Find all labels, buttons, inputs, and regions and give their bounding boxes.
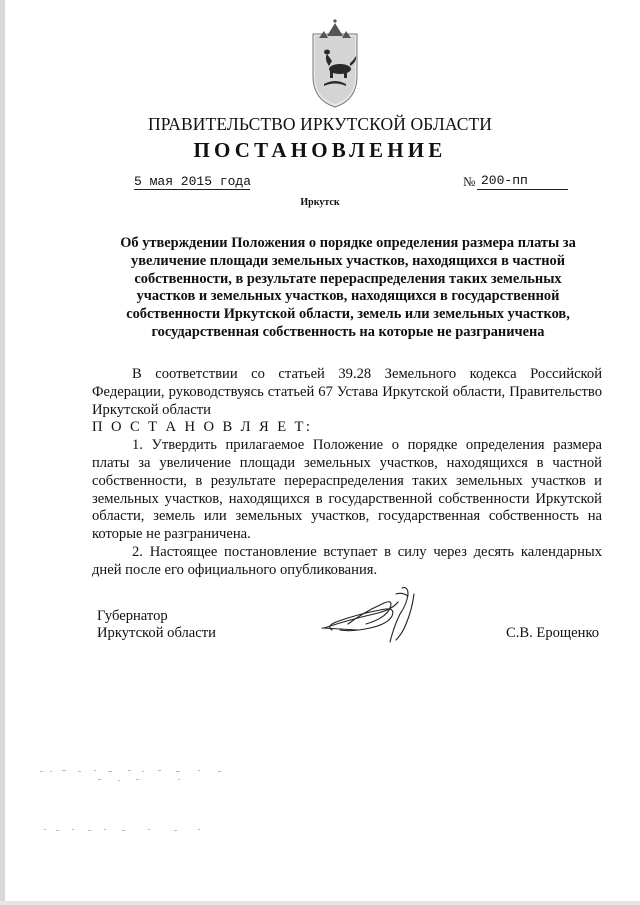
- date-underline: [134, 189, 250, 190]
- position-line: Губернатор: [97, 608, 168, 624]
- scan-artifacts: [38, 763, 238, 841]
- decree-number: 200-пп: [481, 173, 528, 188]
- government-name: ПРАВИТЕЛЬСТВО ИРКУТСКОЙ ОБЛАСТИ: [147, 114, 493, 134]
- title-line: собственности Иркутской области, земель или земельных участков,: [126, 306, 570, 323]
- title-line: увеличение площади земельных участков, находящихся в частной: [131, 252, 565, 269]
- item-2-paragraph: 2. Настоящее постановление вступает в силу через десять календарных дней после его официального опубликования.: [92, 543, 602, 578]
- handwritten-signature-icon: [318, 584, 438, 646]
- decree-title: [100, 235, 596, 342]
- coat-of-arms-icon: [310, 14, 360, 110]
- city-name: Иркутск: [300, 197, 340, 208]
- number-sign: №: [463, 174, 476, 189]
- preamble-paragraph: В соответствии со статьей 39.28 Земельного кодекса Российской Федерации, руководствуясь статьей 67 Устава Иркутской области, Правительство Иркутской области: [92, 366, 602, 418]
- title-line: участков и земельных участков, находящихся в государственной: [136, 288, 560, 305]
- number-underline: [477, 189, 568, 190]
- decree-date: 5 мая 2015 года: [134, 174, 252, 189]
- resolves-label: П О С Т А Н О В Л Я Е Т:: [92, 419, 313, 436]
- title-line: собственности, в результате перераспределения таких земельных: [134, 270, 562, 287]
- item-1-paragraph: 1. Утвердить прилагаемое Положение о порядке определения размера платы за увеличение площади земельных участков, находящихся в частной собственности, в результате перераспределения таких земельных участков и земельных участков, находящихся в государственной собственности Иркутской области, земель или земельных участков, государственная собственность на которые не разграничена.: [92, 437, 602, 543]
- document-type: ПОСТАНОВЛЕНИЕ: [193, 138, 447, 162]
- signatory-name: С.В. Ерощенко: [506, 625, 600, 641]
- decree-body: [92, 366, 602, 580]
- scan-bottom-edge: [0, 901, 640, 905]
- title-line: государственная собственность на которые не разграничена: [151, 323, 545, 340]
- title-line: Об утверждении Положения о порядке определения размера платы за: [120, 235, 576, 251]
- position-line: Иркутской области: [97, 625, 216, 641]
- scan-left-edge: [0, 0, 5, 905]
- signatory-position: [97, 608, 216, 642]
